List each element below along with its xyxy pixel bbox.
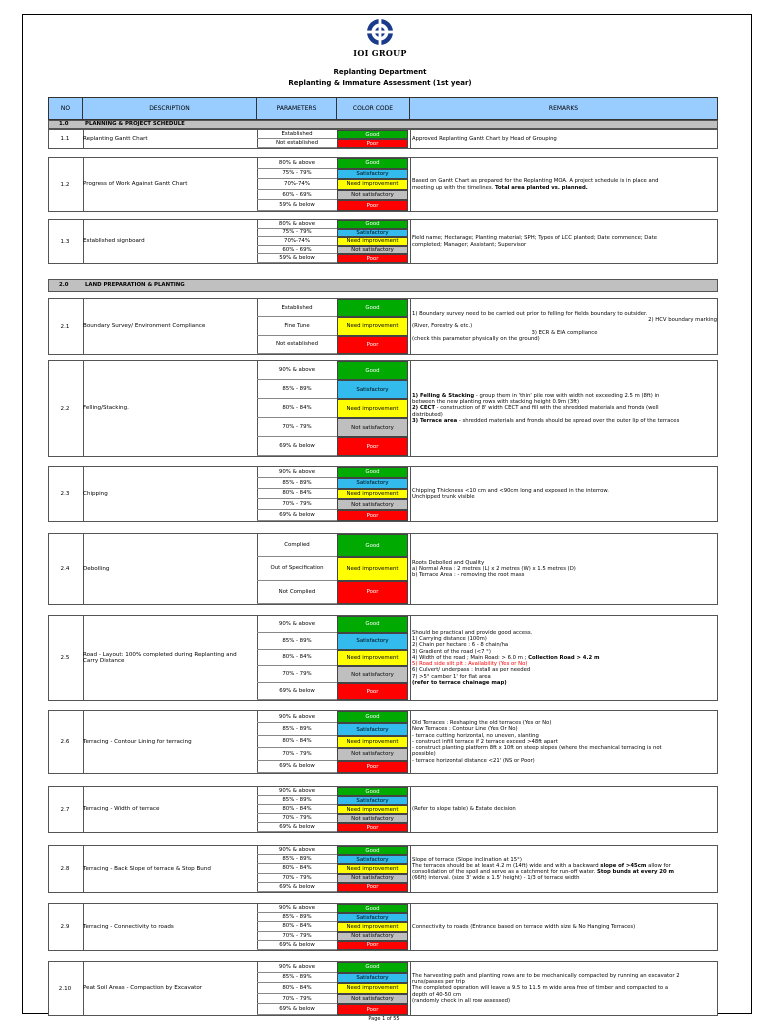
remark-text: The terraces should be at least 4.2 m (14ft) wide and with a backward	[412, 862, 601, 869]
item-number: 1.2	[60, 181, 70, 188]
item-description: Chipping	[83, 490, 108, 497]
color-code-cell: Need improvement	[337, 399, 408, 418]
item-description: Boundary Survey/ Environment Compliance	[83, 323, 206, 330]
remark-text: - construct infill terrace if 2 terrace exceed >48ft apart	[412, 738, 558, 745]
color-code-cell: Satisfactory	[337, 478, 408, 489]
parameter-cell: 80% - 84%	[257, 922, 337, 931]
item-description: Road - Layout: 100% completed during Replanting and Carry Distance	[83, 651, 237, 664]
remark-text: (randomly check in all row assessed)	[412, 997, 511, 1004]
item-description: Terracing - Connectivity to roads	[83, 923, 174, 930]
item-description: Replanting Gantt Chart	[83, 135, 148, 142]
parameter-cell: Not Complied	[257, 581, 337, 604]
remark-text: 3) Gradient of the road (<7 °)	[412, 648, 491, 655]
parameter-cell: Out of Specification	[257, 557, 337, 580]
color-code-cell: Poor	[337, 823, 408, 832]
remark-text: Collection Road > 4.2 m	[528, 654, 600, 661]
remark-text: Connectivity to roads (Entrance based on terrace width size & No Hanging Terraces)	[412, 923, 636, 930]
remark-text: Old Terraces : Reshaping the old terraces (Yes or No)	[412, 720, 552, 727]
remark-text: Roots Debolled and Quality	[412, 559, 485, 566]
remark-text: 1) Carrying distance (100m)	[412, 636, 487, 643]
parameter-cell: 70% - 79%	[257, 932, 337, 941]
remark-text: 7) >5° camber 1' for flat area	[412, 673, 491, 680]
remark-text: runs/passes per trip	[412, 979, 465, 986]
item-description: Terracing - Back Slope of terrace & Stop Bund	[83, 865, 211, 872]
parameter-cell: 70%-74%	[257, 237, 337, 246]
parameter-cell: Not established	[257, 139, 337, 148]
remark-line	[412, 494, 717, 500]
remark-text: distributed)	[412, 411, 443, 418]
remark-line	[412, 185, 717, 191]
column-divider	[410, 361, 411, 456]
table-row-i23	[48, 466, 718, 522]
remark-text: Approved Replanting Gantt Chart by Head of Grouping	[412, 135, 557, 142]
remark-text: 2) CECT	[412, 405, 435, 412]
parameter-cell: Established	[257, 299, 337, 317]
assessment-table	[48, 120, 718, 1016]
parameter-cell: 85% - 89%	[257, 723, 337, 735]
column-divider	[410, 846, 411, 892]
table-row-i22	[48, 360, 718, 457]
section-label: PLANNING & PROJECT SCHEDULE	[85, 121, 185, 127]
remark-line	[412, 998, 717, 1004]
table-row-i28	[48, 845, 718, 893]
remark-text: - construction of 8' width CECT and fill with the shredded materials and fronds (well	[434, 405, 659, 412]
remark-line	[412, 336, 717, 342]
color-code-cell: Poor	[337, 761, 408, 773]
table-row-i210	[48, 961, 718, 1016]
col-header-no: NO	[49, 98, 83, 119]
table-row-i11	[48, 129, 718, 149]
remark-line	[412, 136, 717, 142]
parameter-cell: 85% - 89%	[257, 633, 337, 650]
color-code-cell: Not satisfactory	[337, 994, 408, 1005]
color-code-cell: Not satisfactory	[337, 418, 408, 437]
color-code-cell: Poor	[337, 336, 408, 354]
item-description: Terracing - Width of terrace	[83, 806, 160, 813]
table-row-i24	[48, 533, 718, 605]
column-divider	[410, 534, 411, 604]
column-divider	[410, 616, 411, 700]
parameter-cell: 70% - 79%	[257, 994, 337, 1005]
remark-line	[412, 572, 717, 578]
color-code-cell: Satisfactory	[337, 973, 408, 984]
remark-text: between the new planting rows with stacking height 0.9m (3ft)	[412, 399, 580, 406]
parameter-cell: 90% & above	[257, 904, 337, 913]
remark-line	[412, 875, 717, 881]
color-code-cell: Satisfactory	[337, 380, 408, 399]
parameter-cell: 69% & below	[257, 510, 337, 521]
color-code-cell: Not satisfactory	[337, 246, 408, 255]
remark-text: (Refer to slope table) & Estate decision	[412, 806, 516, 813]
table-row-i25	[48, 615, 718, 701]
color-code-cell: Not satisfactory	[337, 814, 408, 823]
color-code-cell: Poor	[337, 200, 408, 211]
section-label: LAND PREPARATION & PLANTING	[85, 282, 185, 288]
page-footer: Page 1 of 55	[368, 1016, 400, 1022]
color-code-cell: Need improvement	[337, 317, 408, 335]
color-code-cell: Need improvement	[337, 922, 408, 931]
remark-text: Stop bunds at every 20 m	[597, 869, 675, 875]
section-number: 1.0	[59, 121, 69, 127]
remark-text: (check this parameter physically on the ground)	[412, 335, 540, 342]
color-code-cell: Need improvement	[337, 650, 408, 667]
column-divider	[410, 130, 411, 148]
column-divider	[410, 220, 411, 263]
remark-text: - group them in 'thin' pile row with width not exceeding 2.5 m (8ft) in	[474, 392, 660, 399]
item-number: 2.8	[60, 866, 70, 872]
column-divider	[410, 158, 411, 211]
parameter-cell: 59% & below	[257, 254, 337, 263]
remark-text: possible)	[412, 751, 436, 758]
parameter-cell: 80% - 84%	[257, 864, 337, 873]
parameter-cell: 80% - 84%	[257, 489, 337, 500]
color-code-cell: Poor	[337, 139, 408, 148]
remark-text: - shredded materials and fronds should be spread over the outer lip of the terraces	[457, 417, 680, 424]
color-code-cell: Good	[337, 534, 408, 557]
section-number: 2.0	[59, 282, 69, 288]
color-code-cell: Good	[337, 158, 408, 169]
remark-text: 5) Road side silt pit : Availability (Yes or No)	[412, 661, 528, 668]
remark-text: (River, Forestry & etc.)	[412, 323, 473, 330]
color-code-cell: Good	[337, 220, 408, 229]
color-code-cell: Poor	[337, 1004, 408, 1015]
color-code-cell: Satisfactory	[337, 796, 408, 805]
parameter-cell: 85% - 89%	[257, 973, 337, 984]
color-code-cell: Good	[337, 711, 408, 723]
color-code-cell: Good	[337, 787, 408, 796]
color-code-cell: Not satisfactory	[337, 748, 408, 760]
parameter-cell: Not established	[257, 336, 337, 354]
parameter-cell: 75% - 79%	[257, 169, 337, 180]
remark-text: Slope of terrace (Slope inclination at 15°)	[412, 856, 522, 863]
color-code-cell: Poor	[337, 941, 408, 950]
color-code-cell: Need improvement	[337, 983, 408, 994]
parameter-cell: 69% & below	[257, 1004, 337, 1015]
remarks-cell	[412, 711, 717, 773]
remark-text: Unchipped trunk visible	[412, 494, 475, 500]
department-title: Replanting Department	[333, 68, 427, 76]
table-row-i26	[48, 710, 718, 774]
col-header-remarks: REMARKS	[548, 105, 579, 112]
remarks-cell	[412, 467, 717, 521]
remark-text: (refer to terrace chainage map)	[412, 679, 507, 686]
remark-text: The harvesting path and planting rows are to be mechanically compacted by running an excavator 2	[412, 972, 680, 979]
remark-text: 2) Chain per hectare : 6 - 8 chain/ha	[412, 642, 509, 649]
color-code-cell: Not satisfactory	[337, 499, 408, 510]
color-code-cell: Need improvement	[337, 864, 408, 873]
item-description: Progress of Work Against Gantt Chart	[83, 181, 188, 188]
parameter-cell: 85% - 89%	[257, 913, 337, 922]
remark-text: New Terraces : Contour Line (Yes Or No)	[412, 726, 518, 733]
column-divider	[410, 299, 411, 354]
color-code-cell: Good	[337, 846, 408, 855]
remark-text: 3) Terrace area	[412, 417, 458, 424]
table-row-i13	[48, 219, 718, 264]
remark-text: Chipping Thickness <10 cm and <90cm long and exposed in the interrow.	[412, 487, 609, 494]
column-divider	[410, 711, 411, 773]
remarks-cell	[412, 158, 717, 211]
item-number: 2.2	[60, 405, 70, 412]
column-divider	[410, 904, 411, 950]
parameter-cell: 90% & above	[257, 846, 337, 855]
parameter-cell: 70% - 79%	[257, 499, 337, 510]
parameter-cell: 70% - 79%	[257, 874, 337, 883]
assessment-subtitle: Replanting & Immature Assessment (1st year)	[288, 79, 472, 87]
parameter-cell: 69% & below	[257, 683, 337, 700]
section-row-s2	[48, 279, 718, 292]
parameter-cell: 69% & below	[257, 437, 337, 456]
item-number: 2.10	[58, 985, 72, 992]
color-code-cell: Good	[337, 616, 408, 633]
remark-text: depth of 40-50 cm	[412, 991, 462, 998]
remarks-cell	[412, 130, 717, 148]
color-code-cell: Poor	[337, 254, 408, 263]
remark-text: - terrace cutting horizontal, no uneven, slanting	[412, 732, 539, 739]
color-code-cell: Poor	[337, 510, 408, 521]
parameter-cell: 75% - 79%	[257, 229, 337, 238]
parameter-cell: 80% - 84%	[257, 399, 337, 418]
parameter-cell: 80% - 84%	[257, 805, 337, 814]
remarks-cell	[412, 220, 717, 263]
parameter-cell: 80% - 84%	[257, 983, 337, 994]
color-code-cell: Poor	[337, 581, 408, 604]
remark-text: 4) Width of the road ; Main Road: > 6.0 m ;	[412, 654, 529, 661]
color-code-cell: Satisfactory	[337, 633, 408, 650]
remark-text: b) Terrace Area : - removing the root mass	[412, 572, 525, 579]
remark-text: - terrace horizontal distance <21' (NS or Poor)	[412, 757, 535, 764]
color-code-cell: Need improvement	[337, 179, 408, 190]
color-code-cell: Not satisfactory	[337, 190, 408, 201]
column-divider	[410, 787, 411, 832]
remarks-cell	[412, 846, 717, 892]
remark-line	[412, 806, 717, 812]
item-number: 1.1	[60, 136, 70, 142]
color-code-cell: Good	[337, 962, 408, 973]
table-row-i29	[48, 903, 718, 951]
parameter-cell: 70% - 79%	[257, 814, 337, 823]
color-code-cell: Poor	[337, 683, 408, 700]
remark-text: (66ft) interval. (size 3' wide x 1.5' height) - 1/3 of terrace width	[412, 875, 580, 882]
color-code-cell: Satisfactory	[337, 855, 408, 864]
remarks-cell	[412, 962, 717, 1015]
item-number: 2.6	[60, 739, 70, 745]
remark-line	[412, 924, 717, 930]
remark-text: 2) HCV boundary marking	[648, 317, 717, 324]
item-description: Felling/Stacking.	[83, 405, 129, 412]
parameter-cell: Complied	[257, 534, 337, 557]
parameter-cell: 69% & below	[257, 941, 337, 950]
color-code-cell: Need improvement	[337, 557, 408, 580]
remark-line	[412, 242, 717, 248]
remark-line	[412, 680, 717, 686]
parameter-cell: 80% - 84%	[257, 650, 337, 667]
parameter-cell: Fine Tune	[257, 317, 337, 335]
remark-line	[412, 758, 717, 764]
parameter-cell: 85% - 89%	[257, 380, 337, 399]
parameter-cell: 59% & below	[257, 200, 337, 211]
parameter-cell: 85% - 89%	[257, 796, 337, 805]
parameter-cell: 69% & below	[257, 883, 337, 892]
item-number: 2.3	[60, 491, 70, 497]
color-code-cell: Poor	[337, 883, 408, 892]
col-header-color-code: COLOR CODE	[337, 98, 410, 119]
parameter-cell: 69% & below	[257, 761, 337, 773]
section-row-s1	[48, 120, 718, 129]
remark-text: Total area planted vs. planned.	[494, 184, 588, 191]
remark-text: Should be practical and provide good access.	[412, 630, 533, 637]
parameter-cell: 90% & above	[257, 787, 337, 796]
color-code-cell: Need improvement	[337, 736, 408, 748]
item-description: Debolling	[83, 565, 110, 572]
parameter-cell: 85% - 89%	[257, 478, 337, 489]
color-code-cell: Need improvement	[337, 489, 408, 500]
parameter-cell: 70% - 79%	[257, 666, 337, 683]
table-row-i27	[48, 786, 718, 833]
item-description: Established signboard	[83, 238, 145, 245]
parameter-cell: 85% - 89%	[257, 855, 337, 864]
item-description: Peat Soil Areas - Compaction by Excavator	[83, 985, 203, 992]
remark-text: Field name; Hectarage; Planting material; SPH; Types of LCC planted; Date commence; Date	[412, 235, 657, 242]
color-code-cell: Need improvement	[337, 805, 408, 814]
remark-text: completed; Manager; Assistant; Supervisor	[412, 241, 527, 248]
remark-text: 6) Culvert/ underpass : Install as per needed	[412, 667, 531, 674]
remark-text: a) Normal Area : 2 metres (L) x 2 metres (W) x 1.5 metres (D)	[412, 565, 576, 572]
parameter-cell: 90% & above	[257, 962, 337, 973]
color-code-cell: Good	[337, 467, 408, 478]
color-code-cell: Need improvement	[337, 237, 408, 246]
color-code-cell: Good	[337, 130, 408, 139]
color-code-cell: Poor	[337, 437, 408, 456]
item-number: 2.9	[60, 924, 70, 930]
parameter-cell: 69% & below	[257, 823, 337, 832]
table-header	[48, 97, 718, 120]
color-code-cell: Good	[337, 361, 408, 380]
parameter-cell: 70% - 79%	[257, 418, 337, 437]
color-code-cell: Satisfactory	[337, 913, 408, 922]
remark-text: 3) ECR & EIA compliance	[531, 329, 598, 336]
parameter-cell: 90% & above	[257, 616, 337, 633]
parameter-cell: 70%-74%	[257, 179, 337, 190]
remark-text: - construct planting platform 8ft x 10ft on steep slopes (where the mechanical terracing is not	[412, 745, 662, 752]
item-number: 2.5	[60, 655, 70, 661]
item-number: 2.4	[60, 566, 70, 572]
remark-text: 1) Boundary survey need to be carried out prior to felling for fields boundary to outsider.	[412, 310, 648, 317]
color-code-cell: Satisfactory	[337, 723, 408, 735]
remark-text: meeting up with the timelines.	[412, 184, 495, 191]
color-code-cell: Good	[337, 299, 408, 317]
color-code-cell: Not satisfactory	[337, 932, 408, 941]
remark-line	[412, 418, 717, 424]
parameter-cell: 90% & above	[257, 467, 337, 478]
item-number: 2.7	[60, 806, 70, 813]
remarks-cell	[412, 616, 717, 700]
remark-text: allow for	[646, 862, 671, 869]
parameter-cell: 80% & above	[257, 158, 337, 169]
parameter-cell: Established	[257, 130, 337, 139]
color-code-cell: Not satisfactory	[337, 874, 408, 883]
parameter-cell: 80% - 84%	[257, 736, 337, 748]
remark-text: The completed operation will leave a 9.5 to 11.5 m wide area free of timber and compacted to a	[412, 985, 669, 992]
parameter-cell: 90% & above	[257, 361, 337, 380]
parameter-cell: 80% & above	[257, 220, 337, 229]
column-divider	[410, 467, 411, 521]
parameter-cell: 60% - 69%	[257, 190, 337, 201]
parameter-cell: 70% - 79%	[257, 748, 337, 760]
item-number: 2.1	[60, 323, 70, 330]
ioi-group-logo-icon	[366, 18, 394, 46]
logo-text: IOI GROUP	[353, 48, 407, 58]
item-number: 1.3	[60, 238, 70, 245]
column-divider	[410, 962, 411, 1015]
remarks-cell	[412, 534, 717, 604]
remark-text: slope of >45cm	[600, 862, 647, 869]
remark-text: Based on Gantt Chart as prepared for the Replanting MOA. A project schedule is in place and	[412, 178, 659, 185]
remarks-cell	[412, 904, 717, 950]
color-code-cell: Not satisfactory	[337, 666, 408, 683]
table-row-i21	[48, 298, 718, 355]
remarks-cell	[412, 361, 717, 456]
table-row-i12	[48, 157, 718, 212]
parameter-cell: 90% & above	[257, 711, 337, 723]
color-code-cell: Good	[337, 904, 408, 913]
remark-text: consolidation of the spoil and serve as a catchment for run-off water.	[412, 869, 598, 875]
item-description: Terracing - Contour Lining for terracing	[83, 738, 192, 745]
remarks-cell	[412, 299, 717, 354]
color-code-cell: Satisfactory	[337, 169, 408, 180]
remarks-cell	[412, 787, 717, 832]
parameter-cell: 60% - 69%	[257, 246, 337, 255]
remark-text: 1) Felling & Stacking	[412, 392, 475, 399]
col-header-description: DESCRIPTION	[83, 98, 257, 119]
color-code-cell: Satisfactory	[337, 229, 408, 238]
col-header-parameters: PARAMETERS	[257, 98, 337, 119]
